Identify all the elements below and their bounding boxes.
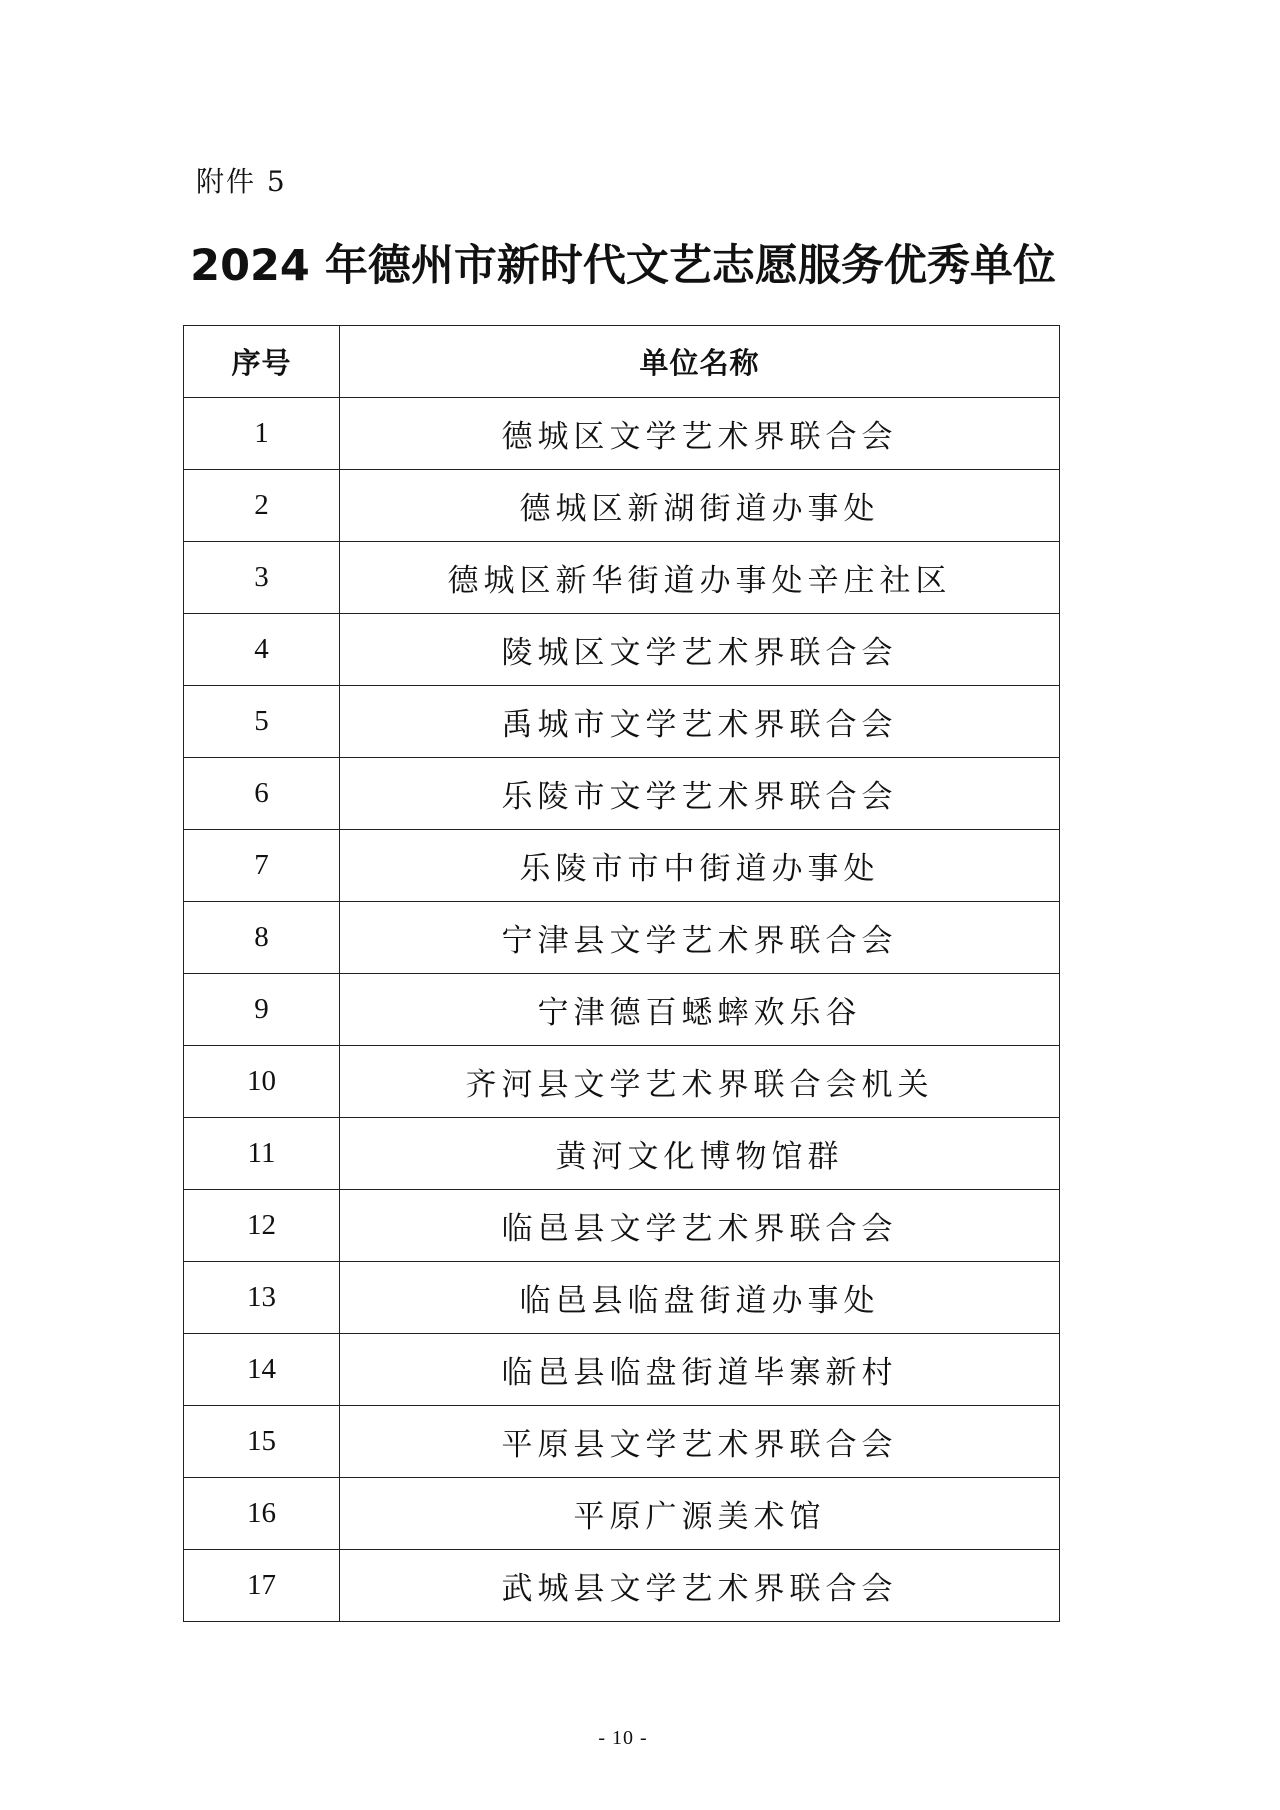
row-number: 13: [184, 1262, 340, 1334]
table-row: [184, 1190, 1060, 1262]
row-number: 4: [184, 614, 340, 686]
row-number: 6: [184, 758, 340, 830]
row-unit-name: 德城区文学艺术界联合会: [340, 398, 1060, 470]
attachment-label: 附件 5: [196, 165, 287, 198]
table-row: [184, 1046, 1060, 1118]
table-row: [184, 1550, 1060, 1622]
row-number: 2: [184, 470, 340, 542]
row-number: 10: [184, 1046, 340, 1118]
row-number: 1: [184, 398, 340, 470]
table-row: [184, 542, 1060, 614]
units-table: [183, 325, 1060, 1622]
table-row: [184, 686, 1060, 758]
table-row: [184, 1262, 1060, 1334]
row-number: 7: [184, 830, 340, 902]
table-row: [184, 470, 1060, 542]
table-row: [184, 614, 1060, 686]
table-row: [184, 758, 1060, 830]
row-number: 16: [184, 1478, 340, 1550]
row-unit-name: 宁津县文学艺术界联合会: [340, 902, 1060, 974]
row-unit-name: 禹城市文学艺术界联合会: [340, 686, 1060, 758]
row-number: 14: [184, 1334, 340, 1406]
table-row: [184, 902, 1060, 974]
row-unit-name: 临邑县临盘街道办事处: [340, 1262, 1060, 1334]
row-number: 8: [184, 902, 340, 974]
table-row: [184, 1406, 1060, 1478]
row-unit-name: 武城县文学艺术界联合会: [340, 1550, 1060, 1622]
table-row: [184, 1118, 1060, 1190]
row-number: 11: [184, 1118, 340, 1190]
table-row: [184, 1478, 1060, 1550]
row-number: 15: [184, 1406, 340, 1478]
row-number: 12: [184, 1190, 340, 1262]
row-unit-name: 临邑县文学艺术界联合会: [340, 1190, 1060, 1262]
table-row: [184, 398, 1060, 470]
row-unit-name: 平原县文学艺术界联合会: [340, 1406, 1060, 1478]
table-row: [184, 830, 1060, 902]
table-row: [184, 1334, 1060, 1406]
table-row: [184, 974, 1060, 1046]
row-unit-name: 德城区新湖街道办事处: [340, 470, 1060, 542]
page-number: - 10 -: [598, 1727, 648, 1749]
row-unit-name: 德城区新华街道办事处辛庄社区: [340, 542, 1060, 614]
row-number: 5: [184, 686, 340, 758]
row-number: 17: [184, 1550, 340, 1622]
header-number: 序号: [184, 326, 340, 398]
row-number: 9: [184, 974, 340, 1046]
row-unit-name: 乐陵市文学艺术界联合会: [340, 758, 1060, 830]
row-unit-name: 陵城区文学艺术界联合会: [340, 614, 1060, 686]
header-unit-name: 单位名称: [340, 326, 1060, 398]
page-title: 2024 年德州市新时代文艺志愿服务优秀单位: [190, 241, 1056, 291]
row-number: 3: [184, 542, 340, 614]
row-unit-name: 宁津德百蟋蟀欢乐谷: [340, 974, 1060, 1046]
row-unit-name: 黄河文化博物馆群: [340, 1118, 1060, 1190]
row-unit-name: 乐陵市市中街道办事处: [340, 830, 1060, 902]
row-unit-name: 临邑县临盘街道毕寨新村: [340, 1334, 1060, 1406]
row-unit-name: 齐河县文学艺术界联合会机关: [340, 1046, 1060, 1118]
table-header-row: [184, 326, 1060, 398]
row-unit-name: 平原广源美术馆: [340, 1478, 1060, 1550]
